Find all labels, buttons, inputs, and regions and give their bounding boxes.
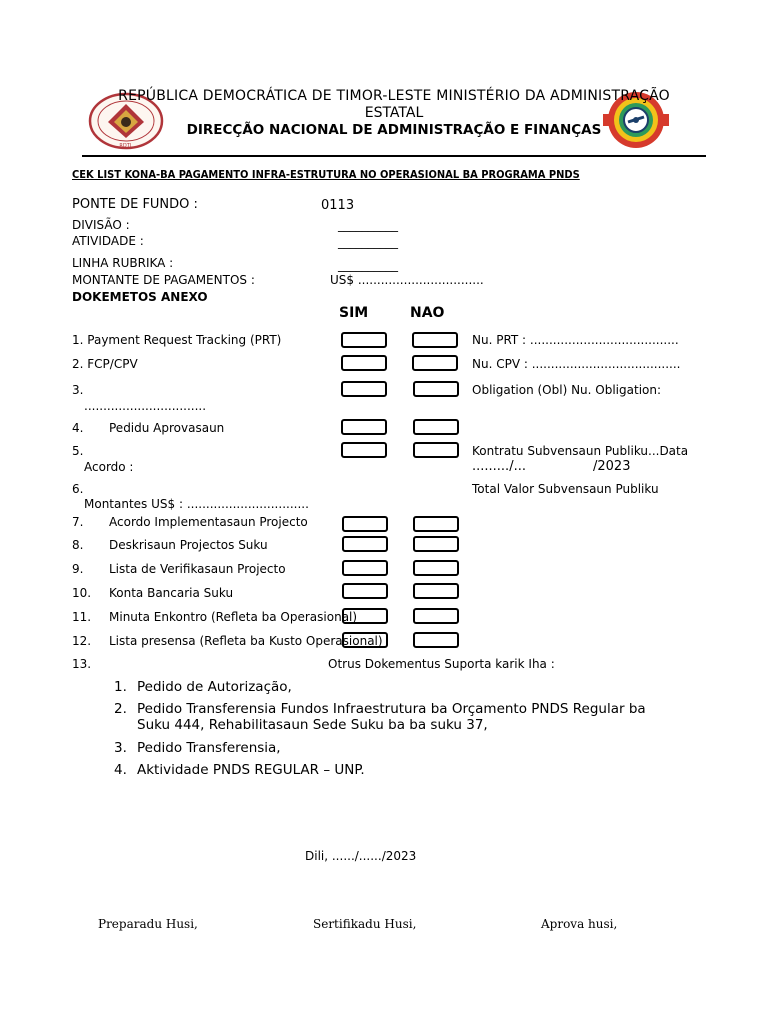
anexo-label: DOKEMETOS ANEXO [72,290,208,304]
other-doc-1-text: Pedido de Autorização, [137,679,292,695]
item-12-number: 12. [72,634,92,648]
item-5-number: 5. [72,444,84,458]
sim-column-header: SIM [339,305,369,321]
other-doc-4-number: 4. [114,762,127,778]
item-10-number: 10. [72,586,92,600]
item-7-nao-checkbox[interactable] [413,516,459,532]
item-7-label: Acordo Implementasaun Projecto [109,515,308,529]
svg-text:RDTL: RDTL [119,143,133,149]
item-11-label: Minuta Enkontro (Refleta ba Operasional) [109,610,358,624]
item-4-label: Pedidu Aprovasaun [109,421,225,435]
signature-certified: Sertifikadu Husi, [313,917,417,931]
linha-blank: __________ [338,258,398,272]
item-5-note: Kontratu Subvensaun Publiku...Data [472,444,689,458]
item-3-continuation: ................................ [84,399,207,413]
item-4-sim-checkbox[interactable] [341,419,387,435]
item-11-nao-checkbox[interactable] [413,608,459,624]
item-8-nao-checkbox[interactable] [413,536,459,552]
item-3-note: Obligation (Obl) Nu. Obligation: [472,383,662,397]
item-2-nao-checkbox[interactable] [412,355,458,371]
linha-label: LINHA RUBRIKA : [72,256,174,270]
other-doc-4-text: Aktividade PNDS REGULAR – UNP. [137,762,365,778]
item-7-number: 7. [72,515,84,529]
item-1-sim-checkbox[interactable] [341,332,387,348]
item-8-number: 8. [72,538,84,552]
signature-approved: Aprova husi, [541,917,618,931]
item-5-continuation: Acordo : [84,460,134,474]
item-3-nao-checkbox[interactable] [413,381,459,397]
document-title: CEK LIST KONA-BA PAGAMENTO INFRA-ESTRUTURA NO OPERASIONAL BA PROGRAMA PNDS [72,168,580,181]
atividade-label: ATIVIDADE : [72,234,144,248]
item-3-sim-checkbox[interactable] [341,381,387,397]
item-13-note: Otrus Dokementus Suporta karik Iha : [328,657,555,671]
item-5-nao-checkbox[interactable] [413,442,459,458]
montante-value: US$ ................................. [330,273,484,287]
header-line-1: REPÚBLICA DEMOCRÁTICA DE TIMOR-LESTE MINISTÉRIO DA ADMINISTRAÇÃO [118,88,670,104]
item-7-sim-checkbox[interactable] [342,516,388,532]
other-doc-3-number: 3. [114,740,127,756]
item-2-note: Nu. CPV : ....................................... [472,357,681,371]
date-line: Dili, ....../....../2023 [305,849,417,863]
item-10-sim-checkbox[interactable] [342,583,388,599]
item-3-number: 3. [72,383,84,397]
item-10-nao-checkbox[interactable] [413,583,459,599]
item-6-number: 6. [72,482,84,496]
item-2-label: 2. FCP/CPV [72,357,138,371]
divisao-label: DIVISÃO : [72,218,130,232]
header-line-3: DIRECÇÃO NACIONAL DE ADMINISTRAÇÃO E FINANÇAS [186,122,602,138]
item-5-date-part2: /2023 [593,459,631,474]
nao-column-header: NAO [410,305,445,321]
item-4-number: 4. [72,421,84,435]
item-6-continuation: Montantes US$ : ................................ [84,497,309,511]
item-1-nao-checkbox[interactable] [412,332,458,348]
item-11-number: 11. [72,610,92,624]
item-9-sim-checkbox[interactable] [342,560,388,576]
divisao-blank: __________ [338,218,398,232]
ponte-value: 0113 [321,198,355,213]
item-12-nao-checkbox[interactable] [413,632,459,648]
other-doc-2-text-line2: Suku 444, Rehabilitasaun Sede Suku ba ba suku 37, [137,717,488,733]
other-doc-1-number: 1. [114,679,127,695]
item-13-number: 13. [72,657,92,671]
item-4-nao-checkbox[interactable] [413,419,459,435]
item-9-label: Lista de Verifikasaun Projecto [109,562,286,576]
header-divider [82,155,706,157]
ponte-label: PONTE DE FUNDO : [72,197,198,212]
item-6-note: Total Valor Subvensaun Publiku [472,482,659,496]
other-doc-2-text: Pedido Transferensia Fundos Infraestrutura ba Orçamento PNDS Regular ba [137,701,646,717]
item-5-sim-checkbox[interactable] [341,442,387,458]
item-9-nao-checkbox[interactable] [413,560,459,576]
item-8-sim-checkbox[interactable] [342,536,388,552]
montante-label: MONTANTE DE PAGAMENTOS : [72,273,255,287]
signature-prepared: Preparadu Husi, [98,917,198,931]
item-1-note: Nu. PRT : ....................................... [472,333,679,347]
header-line-2: ESTATAL [364,105,424,121]
item-8-label: Deskrisaun Projectos Suku [109,538,268,552]
item-2-sim-checkbox[interactable] [341,355,387,371]
atividade-blank: __________ [338,235,398,249]
item-12-label: Lista presensa (Refleta ba Kusto Operasional) [109,634,383,648]
other-doc-2-number: 2. [114,701,127,717]
other-doc-3-text: Pedido Transferensia, [137,740,281,756]
item-10-label: Konta Bancaria Suku [109,586,234,600]
item-9-number: 9. [72,562,84,576]
item-5-date-part1: ........./... [472,459,526,474]
item-1-label: 1. Payment Request Tracking (PRT) [72,333,282,347]
